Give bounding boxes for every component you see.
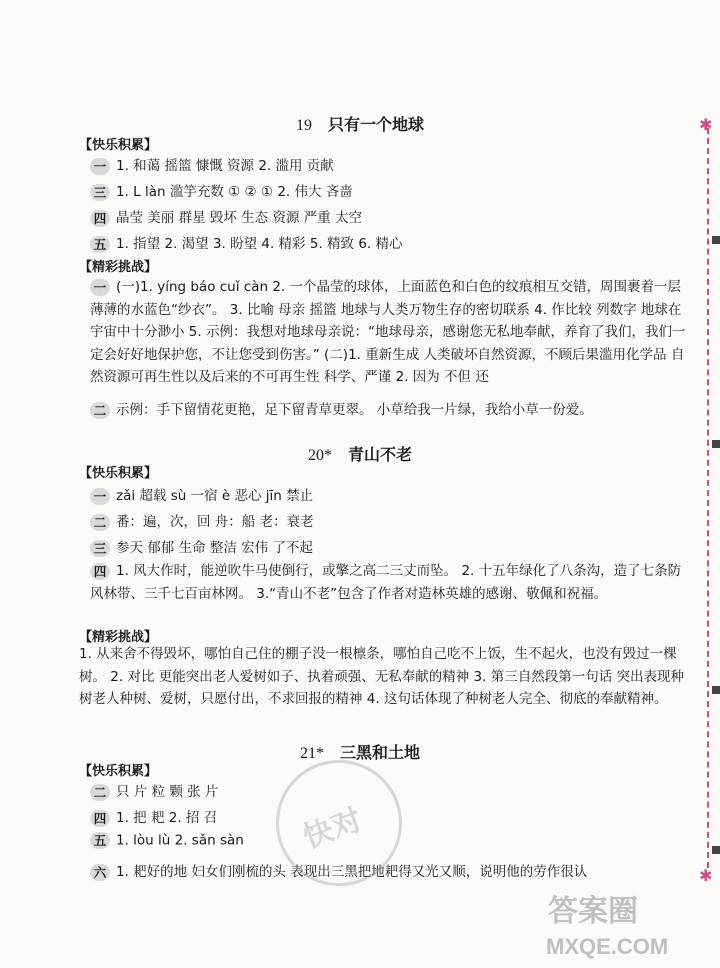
lesson-title: 19 只有一个地球 [295,115,424,134]
lesson-title: 20* 青山不老 [307,445,412,464]
section-heading: 【快乐积累】 [79,466,158,481]
answer-line: 二 番：遍，次，回 舟：船 老：衰老 [90,510,314,531]
stamp-watermark: 快对 [258,742,419,903]
answer-line: 三 1. L làn 滥竽充数 ① ② ① 2. 伟大 吝啬 [90,180,353,201]
scan-mark [712,236,720,244]
watermark-url: MXQE.COM [546,934,669,959]
flower-icon: ✱ [699,866,713,885]
answer-paragraph: 四 1. 风大作时，能逆吹牛马使倒行，或擎之高二三丈而坠。 2. 十五年绿化了八条沟，造了七条防风林带、三千七百亩林网。 3.“青山不老”包含了作者对造林英雄的感谢、敬佩和祝福。 [90,563,682,602]
answer-line: 二 示例：手下留情花更艳，足下留青草更翠。 小草给我一片绿，我给小草一份爱。 [90,398,593,419]
section-heading: 【精彩挑战】 [79,630,158,645]
section-heading: 【精彩挑战】 [79,260,158,275]
answer-line: 六 1. 耙好的地 妇女们刚梳的头 表现出三黑把地耙得又光又顺，说明他的劳作很认 [90,860,587,881]
answer-line: 五 1. lòu lù 2. sǎn sàn [90,832,244,849]
flower-icon: ✱ [699,115,713,134]
answer-line: 一 zǎi 超载 sù 一宿 è 恶心 jīn 禁止 [90,484,313,505]
section-heading: 【快乐积累】 [79,138,158,153]
answer-line: 一 1. 和蔼 摇篮 慷慨 资源 2. 滥用 贡献 [90,154,334,175]
scan-mark [712,686,720,694]
answer-line: 三 参天 郁郁 生命 整洁 宏伟 了不起 [90,536,313,557]
watermark-logo: 答案圈 [548,894,638,929]
lesson-title: 21* 三黑和土地 [299,743,420,762]
answer-paragraph: 一 (一)1. yíng báo cuǐ càn 2. 一个晶莹的球体，上面蓝色和白色的纹痕相互交错，周围裹着一层薄薄的水蓝色“纱衣”。 3. 比喻 母亲 摇篮 地球与人类万物生存的密切联系 4. 作比较 列数字 地球在宇宙中十分渺小 5. 示例：我想对地球母亲说：“地球母亲，感谢您无私地奉献，养育了我们，我们一定会好好地保护您，不让您受到伤害。” (二)1. 重新生成 人类破坏自然资源，不顾后果滥用化学品 自然资源可再生性以及后来的不可再生性 科学、严谨 2. 因为 不但 还 [90,279,686,385]
answer-line: 四 1. 把 耙 2. 招 召 [90,806,217,827]
answer-paragraph: 1. 从来舍不得毁坏，哪怕自己住的棚子没一根檩条，哪怕自己吃不上饭，生不起火，也没有毁过一棵树。 2. 对比 更能突出老人爱树如子、执着顽强、无私奉献的精神 3. 第三自然段第一句话 突出表现种树老人种树、爱树，只愿付出，不求回报的精神 4. 这句话体现了种树老人完全、彻底的奉献精神。 [79,646,685,707]
scan-mark [712,846,720,854]
answer-line: 五 1. 指望 2. 渴望 3. 盼望 4. 精彩 5. 精致 6. 精心 [90,232,403,253]
answer-line: 四 晶莹 美丽 群星 毁坏 生态 资源 严重 太空 [90,206,362,227]
section-heading: 【快乐积累】 [79,764,158,779]
answer-line: 二 只 片 粒 颗 张 片 [90,780,218,801]
